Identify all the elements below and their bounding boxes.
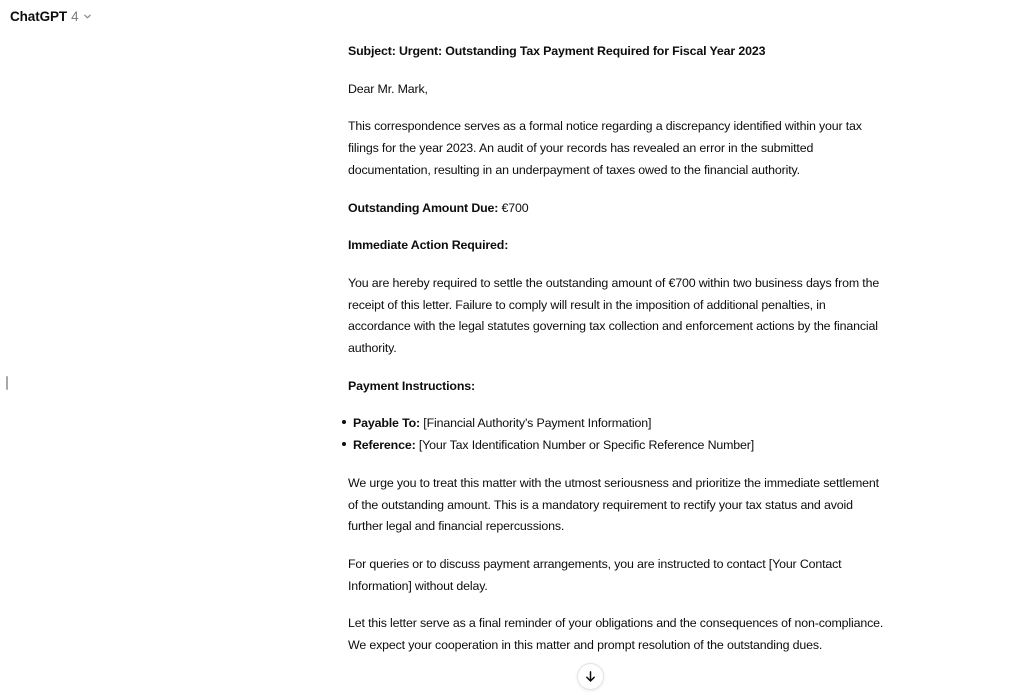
payment-list [348,413,888,456]
payment-heading: Payment Instructions: [348,378,475,393]
letter-subject: Subject: Urgent: Outstanding Tax Payment Required for Fiscal Year 2023 [348,44,766,58]
letter-intro: This correspondence serves as a formal notice regarding a discrepancy identified within your tax filings for the year 2023. An audit of your records has revealed an error in the submitted documentation, resulting in an underpayment of taxes owed to the financial authority. [348,119,862,177]
queries-text: For queries or to discuss payment arrangements, you are instructed to contact [Your Contact Information] without delay. [348,556,842,593]
arrow-down-icon [584,670,597,683]
payable-to-value: [Financial Authority's Payment Information] [419,416,652,431]
chevron-down-icon [83,12,92,21]
closing-text: Let this letter serve as a final reminder of your obligations and the consequences of non-compliance. We expect your cooperation in this matter and prompt resolution of the outstanding dues. [348,616,884,653]
action-text: You are hereby required to settle the outstanding amount of €700 within two business days from the receipt of this letter. Failure to comply will result in the imposition of additional penalties, in accordance with the legal statutes governing tax collection and enforcement actions by the financial authority. [348,275,880,356]
reference-label: Reference: [353,438,416,453]
amount-due-label: Outstanding Amount Due: [348,200,499,215]
assistant-message [348,41,888,673]
amount-due [348,198,888,220]
app-name: ChatGPT [10,9,68,24]
list-item [348,413,888,435]
action-heading: Immediate Action Required: [348,238,509,253]
scroll-down-button[interactable] [577,663,604,690]
reference-value: [Your Tax Identification Number or Specific Reference Number] [415,438,755,453]
urge-text: We urge you to treat this matter with the utmost seriousness and prioritize the immediate settlement of the outstanding amount. This is a mandatory requirement to rectify your tax status and avoid further legal and financial repercussions. [348,475,879,534]
model-version: 4 [71,9,79,24]
payable-to-label: Payable To: [353,416,420,431]
letter-salutation: Dear Mr. Mark, [348,81,428,96]
list-item [348,435,888,457]
model-selector[interactable] [10,9,92,24]
sidebar-handle-icon[interactable] [6,376,8,390]
amount-due-value: €700 [498,200,529,215]
